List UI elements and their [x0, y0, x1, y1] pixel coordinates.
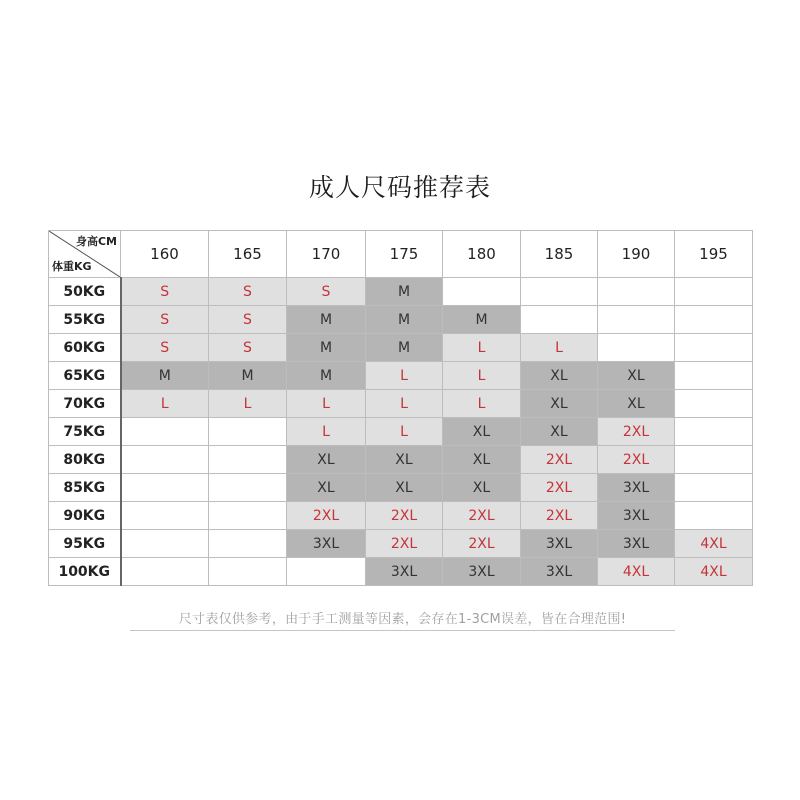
size-cell: L	[366, 418, 443, 446]
size-cell: L	[443, 334, 521, 362]
size-cell: XL	[287, 474, 366, 502]
height-header: 185	[521, 231, 598, 278]
weight-label: 65KG	[49, 362, 121, 390]
size-cell: 3XL	[366, 558, 443, 586]
size-cell	[121, 558, 209, 586]
size-cell: M	[287, 306, 366, 334]
size-cell	[209, 558, 287, 586]
size-cell	[209, 502, 287, 530]
size-cell: XL	[598, 362, 675, 390]
size-cell: S	[121, 306, 209, 334]
size-cell	[675, 418, 753, 446]
size-cell: 3XL	[598, 530, 675, 558]
size-cell: M	[209, 362, 287, 390]
size-cell: XL	[366, 474, 443, 502]
size-cell: S	[209, 278, 287, 306]
height-header: 195	[675, 231, 753, 278]
size-cell	[598, 278, 675, 306]
size-cell: M	[366, 306, 443, 334]
disclaimer-note: 尺寸表仅供参考，由于手工测量等因素，会存在1-3CM误差，皆在合理范围!	[178, 612, 627, 627]
size-cell	[675, 278, 753, 306]
size-cell: L	[443, 390, 521, 418]
weight-label: 60KG	[49, 334, 121, 362]
weight-axis-label: 体重KG	[52, 260, 92, 273]
size-cell: M	[366, 334, 443, 362]
size-cell	[121, 530, 209, 558]
size-chart-table	[48, 230, 753, 586]
size-cell	[121, 418, 209, 446]
height-header: 160	[121, 231, 209, 278]
weight-label: 95KG	[49, 530, 121, 558]
weight-label: 50KG	[49, 278, 121, 306]
weight-label: 70KG	[49, 390, 121, 418]
size-cell: L	[443, 362, 521, 390]
size-cell: S	[287, 278, 366, 306]
size-cell: S	[121, 278, 209, 306]
height-header: 175	[366, 231, 443, 278]
size-cell	[209, 474, 287, 502]
size-cell	[209, 530, 287, 558]
size-cell: 2XL	[521, 502, 598, 530]
size-cell: 3XL	[598, 502, 675, 530]
size-cell: M	[366, 278, 443, 306]
table-row	[49, 362, 753, 390]
size-cell: M	[287, 362, 366, 390]
size-cell: S	[209, 306, 287, 334]
height-header-row	[49, 231, 753, 278]
size-cell: 4XL	[675, 558, 753, 586]
size-cell: L	[287, 390, 366, 418]
size-cell: 2XL	[443, 502, 521, 530]
size-cell	[121, 474, 209, 502]
page-title: 成人尺码推荐表	[308, 173, 491, 202]
size-cell: XL	[598, 390, 675, 418]
size-cell: 3XL	[287, 530, 366, 558]
height-axis-label: 身高CM	[75, 235, 117, 248]
size-cell: XL	[287, 446, 366, 474]
weight-label: 55KG	[49, 306, 121, 334]
table-row	[49, 278, 753, 306]
size-cell	[675, 390, 753, 418]
size-cell	[675, 306, 753, 334]
size-cell: 3XL	[521, 558, 598, 586]
size-cell	[121, 446, 209, 474]
size-cell: 2XL	[443, 530, 521, 558]
size-cell: L	[366, 362, 443, 390]
size-cell: 2XL	[598, 418, 675, 446]
size-cell	[209, 418, 287, 446]
table-row	[49, 306, 753, 334]
table-row	[49, 530, 753, 558]
table-row	[49, 502, 753, 530]
weight-label: 80KG	[49, 446, 121, 474]
size-chart-body	[49, 278, 753, 586]
size-cell	[287, 558, 366, 586]
weight-label: 100KG	[49, 558, 121, 586]
size-cell	[598, 334, 675, 362]
size-cell: 2XL	[287, 502, 366, 530]
height-header: 170	[287, 231, 366, 278]
height-header: 190	[598, 231, 675, 278]
size-cell: 2XL	[521, 446, 598, 474]
size-cell	[675, 446, 753, 474]
weight-label: 75KG	[49, 418, 121, 446]
size-cell	[121, 502, 209, 530]
size-cell: L	[121, 390, 209, 418]
size-cell: 4XL	[598, 558, 675, 586]
size-cell: 4XL	[675, 530, 753, 558]
size-cell	[209, 446, 287, 474]
table-row	[49, 334, 753, 362]
size-cell: M	[287, 334, 366, 362]
size-cell: 2XL	[521, 474, 598, 502]
size-cell: 2XL	[366, 502, 443, 530]
height-header: 180	[443, 231, 521, 278]
size-cell: XL	[443, 418, 521, 446]
size-cell: L	[287, 418, 366, 446]
height-header: 165	[209, 231, 287, 278]
size-cell	[443, 278, 521, 306]
size-cell: M	[443, 306, 521, 334]
size-cell: XL	[521, 390, 598, 418]
table-row	[49, 446, 753, 474]
size-cell: XL	[521, 418, 598, 446]
size-cell: 2XL	[598, 446, 675, 474]
size-cell: L	[366, 390, 443, 418]
size-cell	[675, 474, 753, 502]
weight-label: 85KG	[49, 474, 121, 502]
size-cell: XL	[521, 362, 598, 390]
size-cell: L	[521, 334, 598, 362]
size-cell	[598, 306, 675, 334]
size-cell	[675, 362, 753, 390]
size-cell	[521, 278, 598, 306]
note-divider	[130, 630, 675, 631]
table-row	[49, 474, 753, 502]
size-cell	[521, 306, 598, 334]
size-cell	[675, 334, 753, 362]
table-row	[49, 418, 753, 446]
size-cell: XL	[366, 446, 443, 474]
size-cell: M	[121, 362, 209, 390]
size-cell: XL	[443, 446, 521, 474]
table-row	[49, 558, 753, 586]
size-cell: 2XL	[366, 530, 443, 558]
size-cell: 3XL	[521, 530, 598, 558]
size-cell: 3XL	[443, 558, 521, 586]
table-row	[49, 390, 753, 418]
size-cell	[675, 502, 753, 530]
size-cell: XL	[443, 474, 521, 502]
size-cell: 3XL	[598, 474, 675, 502]
size-cell: S	[209, 334, 287, 362]
corner-cell	[49, 231, 121, 278]
weight-label: 90KG	[49, 502, 121, 530]
size-cell: S	[121, 334, 209, 362]
size-cell: L	[209, 390, 287, 418]
